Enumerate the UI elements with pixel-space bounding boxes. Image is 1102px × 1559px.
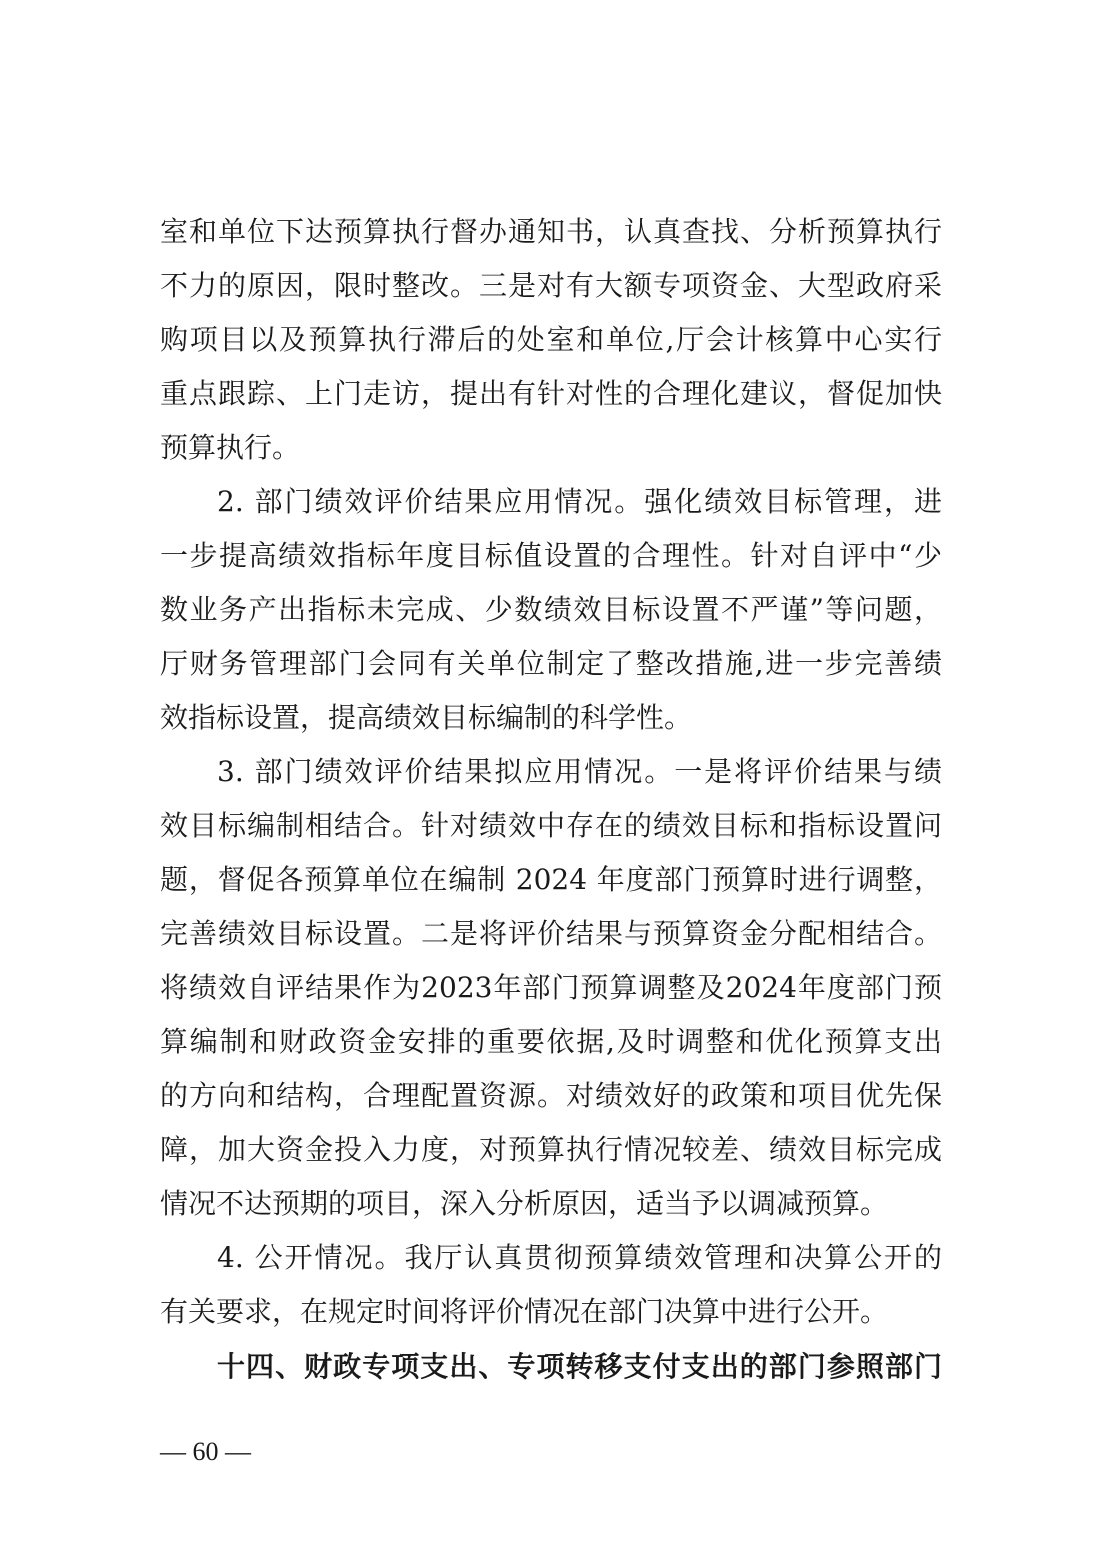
text-line: 预算执行。 [160,431,301,464]
text-line: 效指标设置，提高绩效目标编制的科学性。 [160,701,693,734]
text-line: 将绩效自评结果作为2023年部门预算调整及2024年度部门预 [160,971,942,1004]
text-line: 不力的原因，限时整改。三是对有大额专项资金、大型政府采 [160,269,942,302]
text-line: 完善绩效目标设置。二是将评价结果与预算资金分配相结合。 [160,917,942,950]
text-line: 4. 公开情况。我厅认真贯彻预算绩效管理和决算公开的 [217,1241,942,1274]
text-line: 购项目以及预算执行滞后的处室和单位,厅会计核算中心实行 [160,323,942,356]
text-line: 一步提高绩效指标年度目标值设置的合理性。针对自评中“少 [160,539,942,572]
text-line: 3. 部门绩效评价结果拟应用情况。一是将评价结果与绩 [217,755,942,788]
text-line: 题，督促各预算单位在编制 2024 年度部门预算时进行调整， [160,863,942,896]
text-line: 重点跟踪、上门走访，提出有针对性的合理化建议，督促加快 [160,377,942,410]
text-line: 有关要求，在规定时间将评价情况在部门决算中进行公开。 [160,1295,889,1328]
heading-line: 十四、财政专项支出、专项转移支付支出的部门参照部门 [217,1350,942,1383]
text-line: 的方向和结构，合理配置资源。对绩效好的政策和项目优先保 [160,1079,942,1112]
text-line: 算编制和财政资金安排的重要依据,及时调整和优化预算支出 [160,1025,942,1058]
page-number: — 60 — [160,1437,251,1466]
text-line: 障，加大资金投入力度，对预算执行情况较差、绩效目标完成 [160,1133,942,1166]
text-line: 2. 部门绩效评价结果应用情况。强化绩效目标管理，进 [217,485,942,518]
text-line: 效目标编制相结合。针对绩效中存在的绩效目标和指标设置问 [160,809,942,842]
text-line: 情况不达预期的项目，深入分析原因，适当予以调减预算。 [160,1187,889,1220]
text-line: 室和单位下达预算执行督办通知书，认真查找、分析预算执行 [160,215,942,248]
text-line: 厅财务管理部门会同有关单位制定了整改措施,进一步完善绩 [160,647,942,680]
text-line: 数业务产出指标未完成、少数绩效目标设置不严谨”等问题， [160,593,942,626]
